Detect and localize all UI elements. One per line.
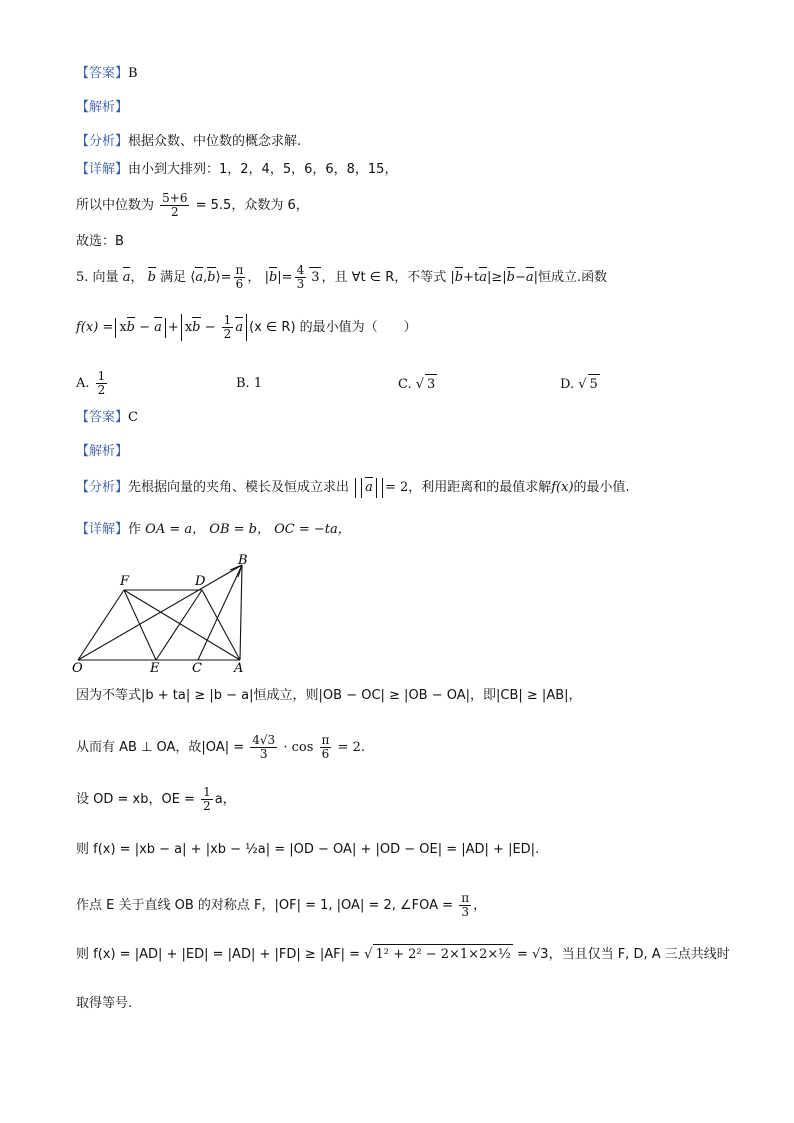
q5-text-e: ，且 ∀t ∈ R，不等式: [321, 270, 447, 285]
xiangjie-line-1: [76, 160, 397, 180]
line-OF: [78, 590, 124, 660]
xiangjie2-oc: OC = −ta，: [274, 522, 351, 537]
fenxi2-text-a: 先根据向量的夹角、模长及恒成立求出: [128, 480, 350, 495]
fenxi2-mod: = 2: [384, 480, 409, 495]
fenxi-line-2: 【分析】先根据向量的夹角、模长及恒成立求出 a = 2，利用距离和的最值求解f(x)的最小值.: [76, 478, 630, 498]
q5-line2-end: (x ∈ R) 的最小值为（ ）: [249, 320, 417, 335]
xiangjie-tag-2: 【详解】: [76, 522, 129, 537]
para-5: 作点 E 关于直线 OB 的对称点 F，|OF| = 1, |OA| = 2, ∠FOA = $\frac{\pi}{3}$ ，: [76, 891, 487, 919]
xiangjie2-ob: OB = b，: [209, 522, 270, 537]
label-F: F: [120, 574, 130, 589]
q5-text-b: ，: [130, 270, 144, 285]
answer-value-2: C: [128, 410, 138, 425]
xiangjie-line-2: [76, 520, 351, 540]
label-E: E: [150, 661, 160, 672]
para-3: 设 OD = xb，OE = $\frac{1}{2}$ a，: [76, 785, 236, 813]
median-prefix: 所以中位数为: [76, 198, 155, 213]
q5-text-c: 满足: [160, 270, 187, 285]
analysis-line-1: [76, 98, 128, 118]
answer-tag-2: 【答案】: [76, 410, 129, 425]
para-4: 则 f(x) = |xb − a| + |xb − ½a| = |OD − OA| + |OD − OE| = |AD| + |ED|.: [76, 842, 540, 857]
xiangjie2-make: 作: [128, 522, 142, 537]
analysis-line-2: [76, 442, 128, 462]
line-BA: [240, 565, 242, 660]
choose-text: 故选：B: [76, 234, 124, 249]
choice-d[interactable]: D. √ 5: [560, 374, 600, 395]
line-FA: [124, 590, 240, 660]
median-line: [76, 192, 309, 219]
q5-line-1: 5. 向量 a， b 满足 ⟨a,b⟩= $\frac{\pi}{6}$ ， |b|= $\frac{4}{3}$ 3 ，且 ∀t ∈ R，不等式 |b+ta|≥|b−a|恒成立.函数: [76, 263, 608, 291]
q5-line-2: f(x) = xb − a + xb − $\frac{1}{2}$ a (x ∈ R) 的最小值为（ ）: [76, 313, 417, 341]
label-D: D: [195, 574, 206, 589]
q5-text-a: 向量: [92, 270, 119, 285]
q5-text-d: ，: [247, 270, 261, 285]
fenxi2-text-b: ，利用距离和的最值求解: [408, 480, 552, 495]
vec-a: a: [123, 268, 131, 288]
fenxi-tag-2: 【分析】: [76, 480, 129, 495]
fenxi2-text-c: 的最小值.: [573, 480, 630, 495]
fenxi2-fx: f(x): [551, 480, 574, 495]
line-FE: [124, 590, 156, 660]
answer-tag: 【答案】: [76, 66, 129, 81]
angle-fraction: $\frac{\pi}{6}$: [235, 263, 244, 291]
label-B: B: [238, 553, 248, 568]
para-7: 取得等号.: [76, 996, 133, 1011]
median-result: = 5.5，众数为 6，: [195, 198, 309, 213]
para-1: 因为不等式|b + ta| ≥ |b − a|恒成立，则|OB − OC| ≥ |OB − OA|，即|CB| ≥ |AB|，: [76, 688, 582, 703]
q5-func: f(x) =: [76, 320, 114, 335]
q5-number: 5.: [76, 270, 89, 285]
vec-b: b: [148, 268, 156, 288]
analysis-tag-2: 【解析】: [76, 444, 129, 459]
xiangjie-tag: 【详解】: [76, 162, 129, 177]
fenxi-tag: 【分析】: [76, 134, 129, 149]
q5-text-f: 恒成立.函数: [538, 270, 608, 285]
xiangjie2-oa: OA = a，: [145, 522, 206, 537]
analysis-tag: 【解析】: [76, 100, 129, 115]
answer-line-1: [76, 64, 138, 84]
line-DA: [202, 590, 240, 660]
para-2: 从而有 AB ⊥ OA，故|OA| = $\frac{4√3}{3}$ · cos $\frac{\pi}{6}$ = 2.: [76, 733, 365, 761]
choice-c[interactable]: C. √ 3: [398, 374, 437, 395]
label-O: O: [72, 661, 83, 672]
bmod-fraction: $\frac{4}{3}$: [296, 263, 305, 291]
xiangjie-text: 由小到大排列：1，2，4，5，6，6，8，15，: [128, 162, 398, 177]
label-A: A: [234, 661, 244, 672]
fenxi-line-1: [76, 132, 301, 152]
answer-line-2: [76, 408, 138, 428]
answer-value: B: [128, 66, 138, 81]
choice-a[interactable]: A. $\frac{1}{2}$: [76, 369, 106, 397]
choice-b[interactable]: B. 1: [236, 376, 263, 391]
label-C: C: [192, 661, 202, 672]
geometry-diagram: [70, 552, 260, 672]
fenxi-text: 根据众数、中位数的概念求解.: [128, 134, 302, 149]
para-6: 则 f(x) = |AD| + |ED| = |AD| + |FD| ≥ |AF| = √ 1² + 2² − 2×1×2×½ = √3，当且仅当 F, D, A 三点共线时: [76, 944, 730, 965]
choose-line-1: [76, 232, 124, 252]
median-fraction: $\frac{5+6}{2}$: [162, 191, 188, 219]
line-ED: [156, 590, 202, 660]
